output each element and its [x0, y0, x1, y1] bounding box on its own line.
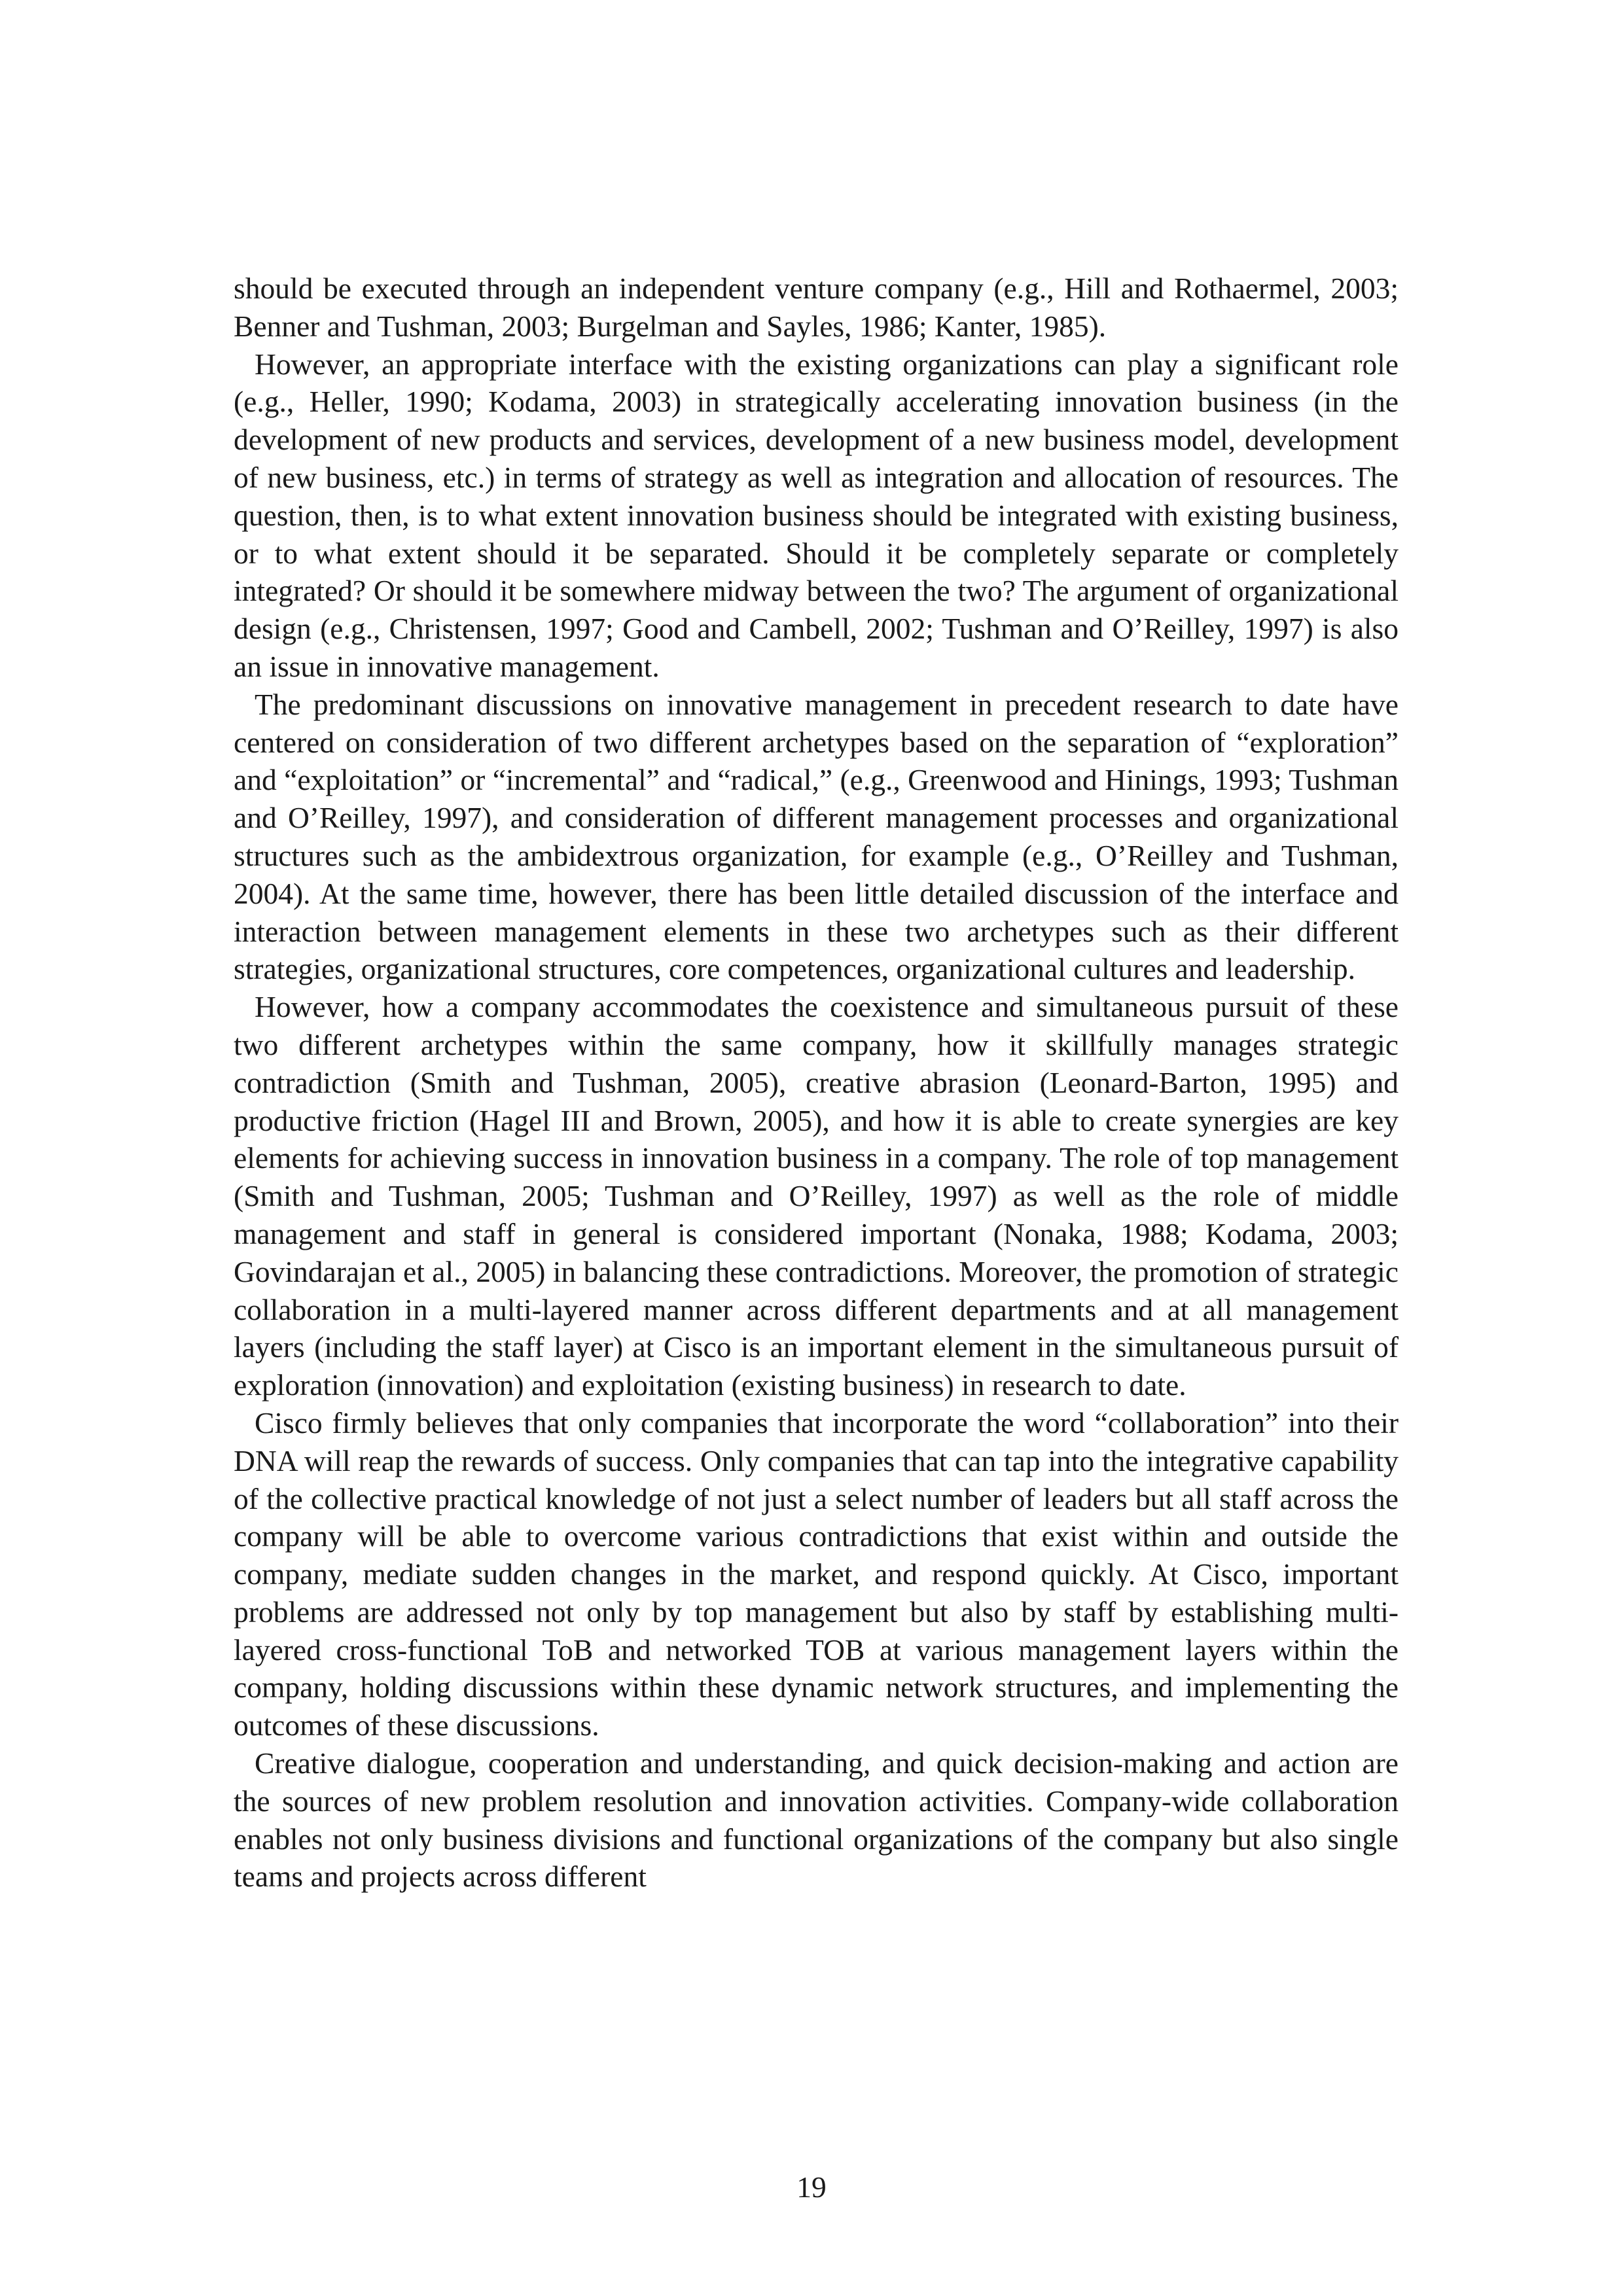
paragraph: should be executed through an independent venture company (e.g., Hill and Rothaermel, 2003; Benner and Tushman, 2003; Burgelman and Sayles, 1986; Kanter, 1985). — [234, 272, 1399, 343]
paragraph: However, an appropriate interface with the existing organizations can play a significant role (e.g., Heller, 1990; Kodama, 2003) in strategically accelerating innovation business (in the development of new products and services, development of a new business model, development of new business, etc.) in terms of strategy as well as integration and allocation of resources. The question, then, is to what extent innovation business should be integrated with existing business, or to what extent should it be separated. Should it be completely separate or completely integrated? Or should it be somewhere midway between the two? The argument of organizational design (e.g., Christensen, 1997; Good and Cambell, 2002; Tushman and O’Reilley, 1997) is also an issue in innovative management. — [234, 347, 1399, 683]
body-text — [234, 270, 1399, 1896]
paragraph: However, how a company accommodates the coexistence and simultaneous pursuit of these two different archetypes within the same company, how it skillfully manages strategic contradiction (Smith and Tushman, 2005), creative abrasion (Leonard-Barton, 1995) and productive friction (Hagel III and Brown, 2005), and how it is able to create synergies are key elements for achieving success in innovation business in a company. The role of top management (Smith and Tushman, 2005; Tushman and O’Reilley, 1997) as well as the role of middle management and staff in general is considered important (Nonaka, 1988; Kodama, 2003; Govindarajan et al., 2005) in balancing these contradictions. Moreover, the promotion of strategic collaboration in a multi-layered manner across different departments and at all management layers (including the staff layer) at Cisco is an important element in the simultaneous pursuit of exploration (innovation) and exploitation (existing business) in research to date. — [234, 990, 1399, 1402]
paragraph: The predominant discussions on innovative management in precedent research to date have centered on consideration of two different archetypes based on the separation of “exploration” and “exploitation” or “incremental” and “radical,” (e.g., Greenwood and Hinings, 1993; Tushman and O’Reilley, 1997), and consideration of different management processes and organizational structures such as the ambidextrous organization, for example (e.g., O’Reilley and Tushman, 2004). At the same time, however, there has been little detailed discussion of the interface and interaction between management elements in these two archetypes such as their different strategies, organizational structures, core competences, organizational cultures and leadership. — [234, 687, 1399, 986]
paragraph: Cisco firmly believes that only companies that incorporate the word “collaboration” into their DNA will reap the rewards of success. Only companies that can tap into the integrative capability of the collective practical knowledge of not just a select number of leaders but all staff across the company will be able to overcome various contradictions that exist within and outside the company, mediate sudden changes in the market, and respond quickly. At Cisco, important problems are addressed not only by top management but also by staff by establishing multi-layered cross-functional ToB and networked TOB at various management layers within the company, holding discussions within these dynamic network structures, and implementing the outcomes of these discussions. — [234, 1405, 1399, 1742]
paragraph: Creative dialogue, cooperation and understanding, and quick decision-making and action are the sources of new problem resolution and innovation activities. Company-wide collaboration enables not only business divisions and functional organizations of the company but also single teams and projects across different — [234, 1746, 1399, 1894]
page-number: 19 — [796, 2170, 827, 2204]
